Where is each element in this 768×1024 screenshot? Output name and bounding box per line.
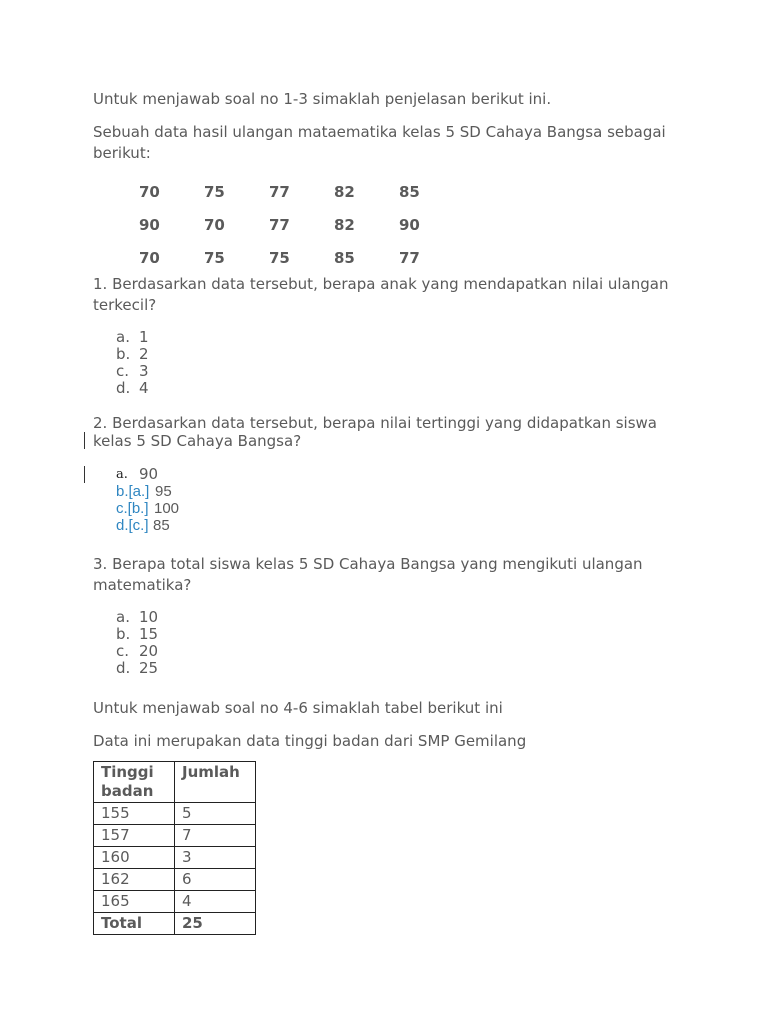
option-value: 90: [139, 465, 159, 483]
option-letter: b.[a.]: [116, 483, 150, 500]
table-row: [94, 847, 256, 869]
table-cell: 155: [94, 803, 175, 825]
table-cell: 5: [175, 803, 256, 825]
score-cell: 90: [139, 215, 160, 234]
option-item: [116, 346, 149, 363]
option-item: [116, 626, 158, 643]
option-item: [116, 329, 149, 346]
score-cell: 85: [399, 182, 420, 201]
option-value: 100: [154, 500, 180, 517]
table-cell: 7: [175, 825, 256, 847]
table-row: [94, 869, 256, 891]
table-cell: 162: [94, 869, 175, 891]
question-3-text: 3. Berapa total siswa kelas 5 SD Cahaya Bangsa yang mengikuti ulangan matematika?: [93, 555, 643, 594]
score-cell: 70: [139, 182, 160, 201]
table-header-cell: Jumlah: [175, 762, 256, 803]
table-cell: 157: [94, 825, 175, 847]
table-cell: 25: [175, 913, 256, 935]
option-value: 85: [153, 517, 170, 534]
score-row: [139, 241, 464, 274]
question-1-options: [116, 329, 149, 397]
option-value: 95: [155, 483, 172, 500]
option-item: [116, 380, 149, 397]
option-value: 2: [139, 345, 149, 363]
option-item: [116, 500, 179, 517]
option-letter: c.: [116, 642, 130, 660]
score-cell: 70: [204, 215, 225, 234]
option-letter: a.: [116, 328, 130, 346]
option-value: 25: [139, 659, 159, 677]
question-3-options: [116, 609, 158, 677]
option-item: [116, 517, 179, 534]
table-header-cell: Tinggi badan: [94, 762, 175, 803]
option-value: 4: [139, 379, 149, 397]
intro-paragraph-3: Untuk menjawab soal no 4-6 simaklah tabel berikut ini: [93, 699, 503, 717]
option-item: [116, 609, 158, 626]
option-letter: d.: [116, 659, 131, 677]
table-cell: 3: [175, 847, 256, 869]
score-cell: 90: [399, 215, 420, 234]
score-cell: 75: [269, 248, 290, 267]
option-letter: b.: [116, 345, 131, 363]
score-cell: 75: [204, 182, 225, 201]
text-cursor-marker: [84, 432, 85, 449]
table-cell: 165: [94, 891, 175, 913]
score-cell: 70: [139, 248, 160, 267]
option-value: 10: [139, 608, 159, 626]
score-cell: 82: [334, 182, 355, 201]
option-value: 1: [139, 328, 149, 346]
intro-paragraph-4: Data ini merupakan data tinggi badan dari SMP Gemilang: [93, 732, 527, 750]
score-cell: 85: [334, 248, 355, 267]
table-row: [94, 803, 256, 825]
option-item: [116, 483, 179, 500]
option-letter: c.: [116, 362, 130, 380]
option-letter: b.: [116, 625, 131, 643]
question-2-options: [116, 466, 179, 534]
table-header-row: [94, 762, 256, 803]
score-row: [139, 208, 464, 241]
intro-paragraph-1: Untuk menjawab soal no 1-3 simaklah penjelasan berikut ini.: [93, 90, 552, 108]
option-letter: d.[c.]: [116, 517, 149, 534]
option-item: [116, 363, 149, 380]
option-value: 3: [139, 362, 149, 380]
option-letter: c.[b.]: [116, 500, 149, 517]
score-cell: 77: [399, 248, 420, 267]
option-value: 15: [139, 625, 159, 643]
table-cell: 4: [175, 891, 256, 913]
score-row: [139, 175, 464, 208]
option-item: [116, 466, 179, 483]
option-item: [116, 643, 158, 660]
table-cell: 6: [175, 869, 256, 891]
table-row: [94, 825, 256, 847]
score-grid: [139, 175, 464, 274]
table-row: [94, 891, 256, 913]
table-cell: Total: [94, 913, 175, 935]
text-cursor-marker: [84, 466, 85, 483]
score-cell: 77: [269, 182, 290, 201]
height-table: [93, 761, 256, 935]
score-cell: 75: [204, 248, 225, 267]
score-cell: 82: [334, 215, 355, 234]
option-item: [116, 660, 158, 677]
option-letter: a.: [116, 608, 130, 626]
table-cell: 160: [94, 847, 175, 869]
intro-paragraph-2: Sebuah data hasil ulangan mataematika kelas 5 SD Cahaya Bangsa sebagai berikut:: [93, 123, 666, 162]
option-value: 20: [139, 642, 159, 660]
score-cell: 77: [269, 215, 290, 234]
question-2-text: 2. Berdasarkan data tersebut, berapa nilai tertinggi yang didapatkan siswa kelas 5 SD Cahaya Bangsa?: [93, 414, 657, 450]
question-1-text: 1. Berdasarkan data tersebut, berapa anak yang mendapatkan nilai ulangan terkecil?: [93, 275, 669, 314]
option-letter: a.: [116, 467, 128, 482]
option-letter: d.: [116, 379, 131, 397]
table-total-row: [94, 913, 256, 935]
